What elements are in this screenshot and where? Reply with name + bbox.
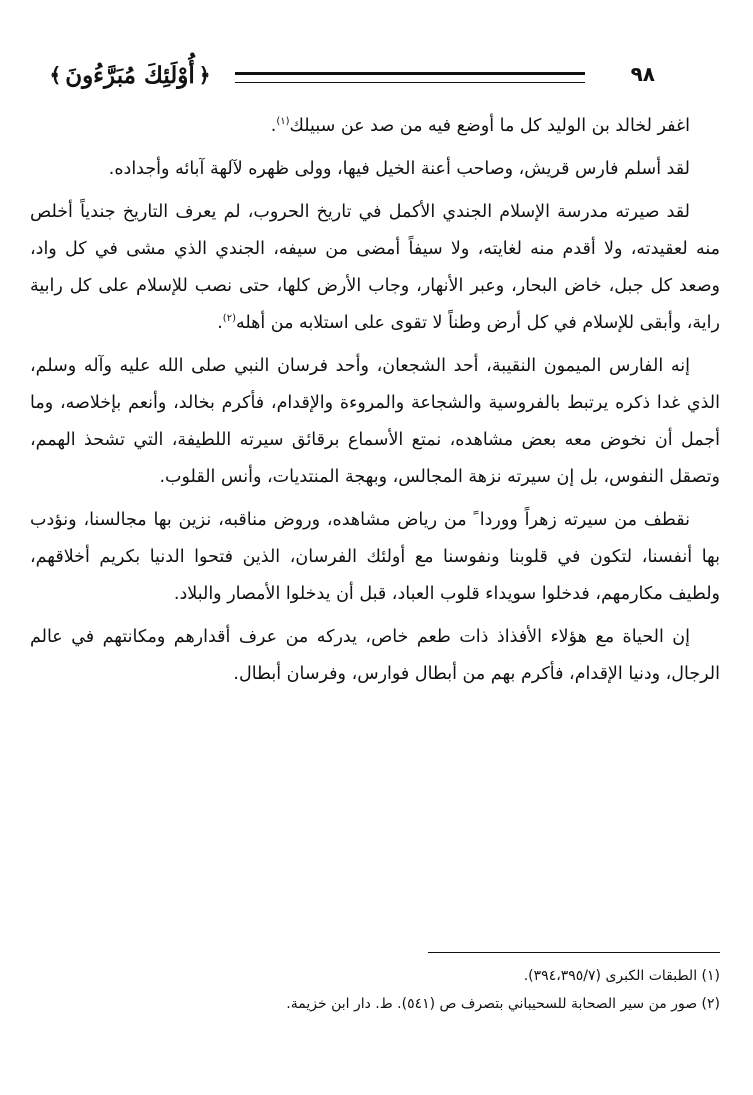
paragraph: اغفر لخالد بن الوليد كل ما أوضع فيه من صد عن سبيلك$^{(١)}$. bbox=[270, 116, 690, 136]
header-rule bbox=[235, 82, 585, 83]
paragraph: لقد صيرته مدرسة الإسلام الجندي الأكمل في تاريخ الحروب، لم يعرف التاريخ جندياً أخلص منه لعقيدته، ولا أقدم منه لغايته، ولا سيفاً أمضى من سيفه، الجندي الذي مشى في كل واد، وصعد كل جبل، خاض البحار، وعبر الأنهار، وجاب الأرض كلها، حتى نصب للإسلام على كل رابية راية، وأبقى للإسلام في كل أرض وطناً لا تقوى على استلابه من أهله$^{(٢)}$. bbox=[30, 202, 720, 333]
footnote: (٢) صور من سير الصحابة للسحيباني بتصرف ص (٥٤١). ط. دار ابن خزيمة. bbox=[286, 996, 720, 1012]
page-number: ٩٨ bbox=[630, 62, 655, 86]
footnote-ref: (١) bbox=[276, 116, 290, 128]
paragraph: إن الحياة مع هؤلاء الأفذاذ ذات طعم خاص، يدركه من عرف أقدارهم ومكانتهم في عالم الرجال، ودنيا الإقدام، فأكرم بهم من أبطال فوارس، وفرسان أبطال. bbox=[30, 627, 720, 684]
paragraph: لقد أسلم فارس قريش، وصاحب أعنة الخيل فيها، وولى ظهره لآلهة آبائه وأجداده. bbox=[108, 159, 690, 179]
running-title bbox=[30, 54, 230, 96]
page-header bbox=[30, 52, 720, 98]
ornament-left-icon: ﴾ bbox=[49, 63, 62, 87]
paragraph: إنه الفارس الميمون النقيبة، أحد الشجعان، وأحد فرسان النبي صلى الله عليه وآله وسلم، الذي غدا ذكره يرتبط بالفروسية والشجاعة والمروءة والإقدام، فأكرم بخالد، وأنعم بإخلاصه، وما أجمل أن نخوض معه بعض مشاهده، نمتع الأسماع برقائق سيرته اللطيفة، التي تشحذ الهمم، وتصقل النفوس، بل إن سيرته نزهة المجالس، وبهجة المنتديات، وأنس القلوب. bbox=[30, 356, 720, 487]
header-rule bbox=[235, 72, 585, 75]
paragraph: نقطف من سيرته زهراً ووردا ً من رياض مشاهده، وروض مناقبه، نزين بها مجالسنا، ونؤدب بها أنفسنا، لتكون في قلوبنا ونفوسنا مع أولئك الفرسان، الذين فتحوا الدنيا بكريم أخلاقهم، ولطيف مكارمهم، فدخلوا سويداء قلوب العباد، قبل أن يدخلوا الأمصار والبلاد. bbox=[30, 510, 720, 604]
footnote: (١) الطبقات الكبرى (٣٩٤،٣٩٥/٧). bbox=[523, 968, 720, 984]
body-text bbox=[30, 108, 720, 699]
footnotes bbox=[30, 962, 720, 1018]
ornament-right-icon: ﴿ bbox=[198, 63, 211, 87]
running-title-text: أُوْلَئِكَ مُبَرَّءُونَ bbox=[65, 61, 195, 89]
footnote-ref: (٢) bbox=[222, 313, 236, 325]
footnote-separator bbox=[428, 952, 720, 953]
